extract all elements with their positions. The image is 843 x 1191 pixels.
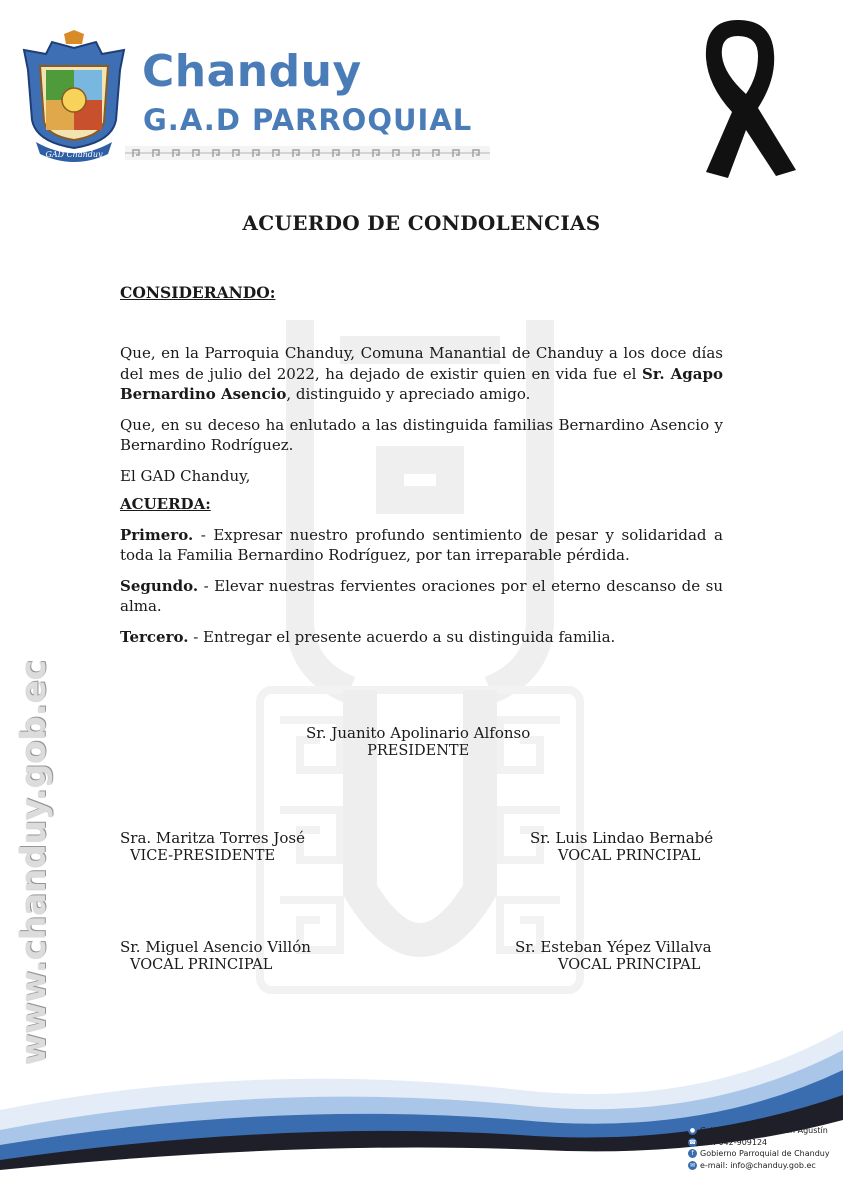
signatory-role: VOCAL PRINCIPAL bbox=[558, 848, 701, 864]
signatory-role: PRESIDENTE bbox=[367, 743, 470, 759]
signatory-role: VICE-PRESIDENTE bbox=[130, 848, 276, 864]
contact-email-text: e-mail: info@chanduy.gob.ec bbox=[700, 1160, 816, 1170]
paragraph-1 bbox=[120, 343, 723, 405]
email-icon: ✉ bbox=[689, 1161, 696, 1169]
contact-facebook bbox=[688, 1148, 830, 1160]
contact-address bbox=[688, 1125, 830, 1137]
signatory-role: VOCAL PRINCIPAL bbox=[558, 957, 701, 973]
contact-facebook-text: Gobierno Parroquial de Chanduy bbox=[700, 1149, 830, 1159]
website-vertical-text: www.chanduy.gob.ec bbox=[14, 659, 54, 1065]
resolution-text: - Expresar nuestro profundo sentimiento de pesar y solidaridad a toda la Familia Bernardino Rodríguez, por tan irreparable pérdida. bbox=[120, 525, 723, 564]
resolution-text: - Elevar nuestras fervientes oraciones por el eterno descanso de su alma. bbox=[120, 576, 723, 615]
paragraph-2: Que, en su deceso ha enlutado a las distinguida familias Bernardino Asencio y Bernardino Rodríguez. bbox=[120, 415, 723, 454]
signature-president bbox=[306, 724, 530, 760]
footer-contact-info bbox=[688, 1125, 830, 1171]
resolution-label: Segundo. bbox=[120, 576, 199, 595]
brand-name: Chanduy bbox=[142, 46, 362, 97]
signature-vocal-1 bbox=[530, 829, 713, 865]
brand-pattern-decoration bbox=[125, 146, 490, 160]
resolution-label: Tercero. bbox=[120, 627, 189, 646]
signatory-name: Sr. Juanito Apolinario Alfonso bbox=[306, 724, 531, 742]
signature-vocal-3 bbox=[515, 938, 712, 974]
resolution-item bbox=[120, 525, 723, 566]
gad-crest-logo bbox=[16, 30, 132, 166]
resolution-item bbox=[120, 627, 723, 648]
paragraph-1-text: Que, en la Parroquia Chanduy, Comuna Manantial de Chanduy a los doce días del mes de julio del 2022, ha dejado de existir quien en vida fue el bbox=[120, 344, 723, 383]
location-pin-icon: ● bbox=[689, 1127, 696, 1135]
resolution-text: - Entregar el presente acuerdo a su distinguida familia. bbox=[188, 627, 616, 646]
signatory-name: Sra. Maritza Torres José bbox=[120, 829, 306, 847]
signatory-name: Sr. Esteban Yépez Villalva bbox=[515, 938, 712, 956]
facebook-icon: f bbox=[688, 1149, 697, 1158]
contact-phone-text: Telf: 042-909124 bbox=[700, 1137, 768, 1147]
signature-vocal-2 bbox=[120, 938, 311, 974]
paragraph-3: El GAD Chanduy, bbox=[120, 466, 251, 485]
resolution-label: Primero. bbox=[120, 525, 194, 544]
signatory-name: Sr. Miguel Asencio Villón bbox=[120, 938, 311, 956]
mourning-ribbon-icon bbox=[680, 12, 800, 182]
resolution-item bbox=[120, 576, 723, 617]
paragraph-1-text-end: , distinguido y apreciado amigo. bbox=[286, 385, 531, 403]
acuerda-heading: ACUERDA: bbox=[120, 495, 211, 513]
deceased-name: Sr. Agapo Bernardino Asencio bbox=[120, 364, 723, 403]
signature-vice-president bbox=[120, 829, 305, 865]
signatory-role: VOCAL PRINCIPAL bbox=[130, 957, 273, 973]
considerando-heading: CONSIDERANDO: bbox=[120, 283, 276, 302]
phone-icon: ☎ bbox=[688, 1138, 697, 1146]
document-body bbox=[120, 343, 723, 657]
contact-email bbox=[688, 1160, 830, 1172]
brand-subtitle: G.A.D PARROQUIAL bbox=[143, 103, 473, 137]
signatory-name: Sr. Luis Lindao Bernabé bbox=[530, 829, 714, 847]
document-title: ACUERDO DE CONDOLENCIAS bbox=[242, 211, 601, 235]
contact-phone bbox=[688, 1137, 830, 1149]
crest-banner-text: GAD Chanduy bbox=[45, 150, 103, 159]
contact-address-text: Calle Santa Elena y San Agustín bbox=[700, 1126, 828, 1136]
